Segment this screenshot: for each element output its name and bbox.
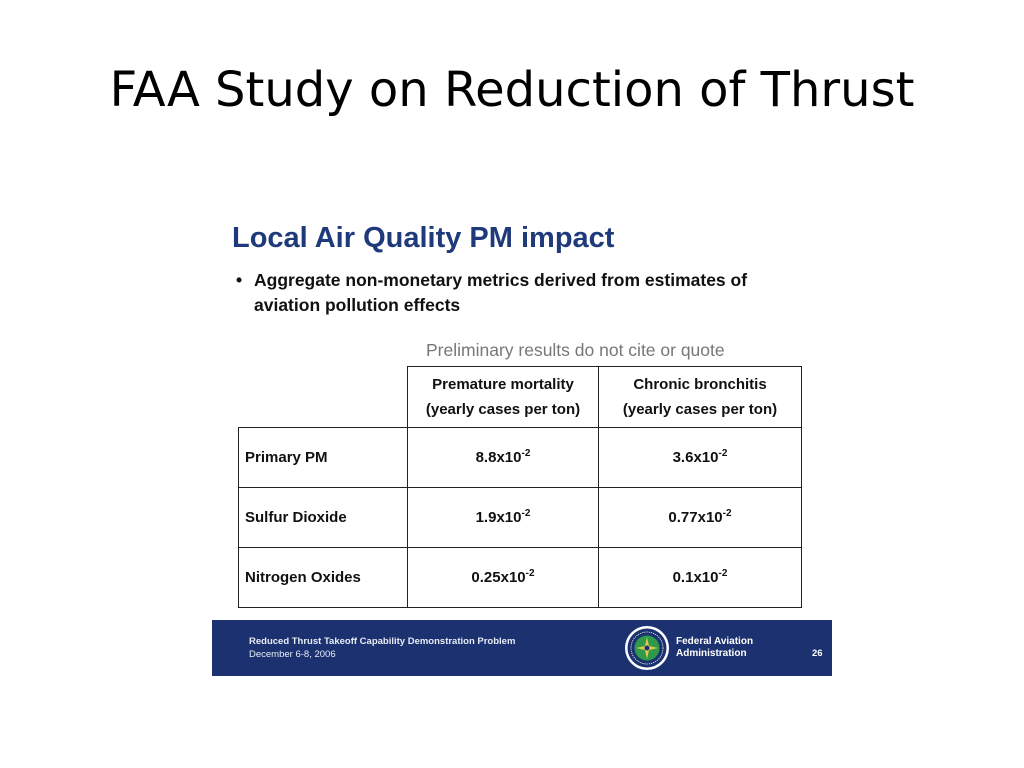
bronchitis-value [599, 428, 802, 488]
pm-impact-table [238, 366, 802, 608]
mortality-value [408, 548, 599, 608]
value-base: 0.1x10 [672, 569, 719, 586]
footer-agency-name [676, 636, 753, 660]
table-header-row [239, 367, 802, 428]
column-header-mortality [408, 367, 599, 428]
bullet-dot: • [236, 270, 243, 290]
row-label: Nitrogen Oxides [239, 548, 408, 608]
table-row [239, 548, 802, 608]
agency-line: Federal Aviation [676, 636, 754, 647]
row-label: Primary PM [239, 428, 408, 488]
footer-event-info [249, 635, 515, 661]
bronchitis-value [599, 548, 802, 608]
column-header-line: (yearly cases per ton) [425, 401, 581, 418]
row-label: Sulfur Dioxide [239, 488, 408, 548]
column-header-bronchitis [599, 367, 802, 428]
column-header-line: Chronic bronchitis [633, 376, 767, 393]
value-exponent: -2 [718, 448, 728, 459]
value-exponent: -2 [521, 508, 531, 519]
embedded-heading: Local Air Quality PM impact [232, 222, 615, 254]
mortality-value [408, 428, 599, 488]
value-base: 3.6x10 [672, 449, 719, 466]
value-exponent: -2 [718, 568, 728, 579]
agency-line: Administration [676, 648, 747, 659]
slide-title: FAA Study on Reduction of Thrust [109, 62, 915, 118]
footer-event-title: Reduced Thrust Takeoff Capability Demonstration Problem [249, 636, 516, 647]
bronchitis-value [599, 488, 802, 548]
value-base: 1.9x10 [475, 509, 522, 526]
column-header-line: Premature mortality [432, 376, 574, 393]
value-base: 0.25x10 [471, 569, 526, 586]
disclaimer-text: Preliminary results do not cite or quote [426, 340, 725, 360]
table-row [239, 488, 802, 548]
table-row [239, 428, 802, 488]
value-base: 0.77x10 [668, 509, 723, 526]
column-header-line: (yearly cases per ton) [622, 401, 778, 418]
faa-seal-icon [624, 625, 670, 671]
mortality-value [408, 488, 599, 548]
embedded-slide-image [212, 216, 832, 678]
value-exponent: -2 [525, 568, 535, 579]
bullet-item [236, 268, 794, 318]
value-exponent: -2 [722, 508, 732, 519]
footer-event-date: December 6-8, 2006 [249, 649, 336, 660]
value-exponent: -2 [521, 448, 531, 459]
table-corner-cell [239, 367, 408, 428]
value-base: 8.8x10 [475, 449, 522, 466]
bullet-text: Aggregate non-monetary metrics derived from estimates of aviation pollution effects [254, 270, 748, 315]
footer-page-number: 26 [812, 648, 823, 659]
slide-footer-bar [212, 620, 832, 676]
